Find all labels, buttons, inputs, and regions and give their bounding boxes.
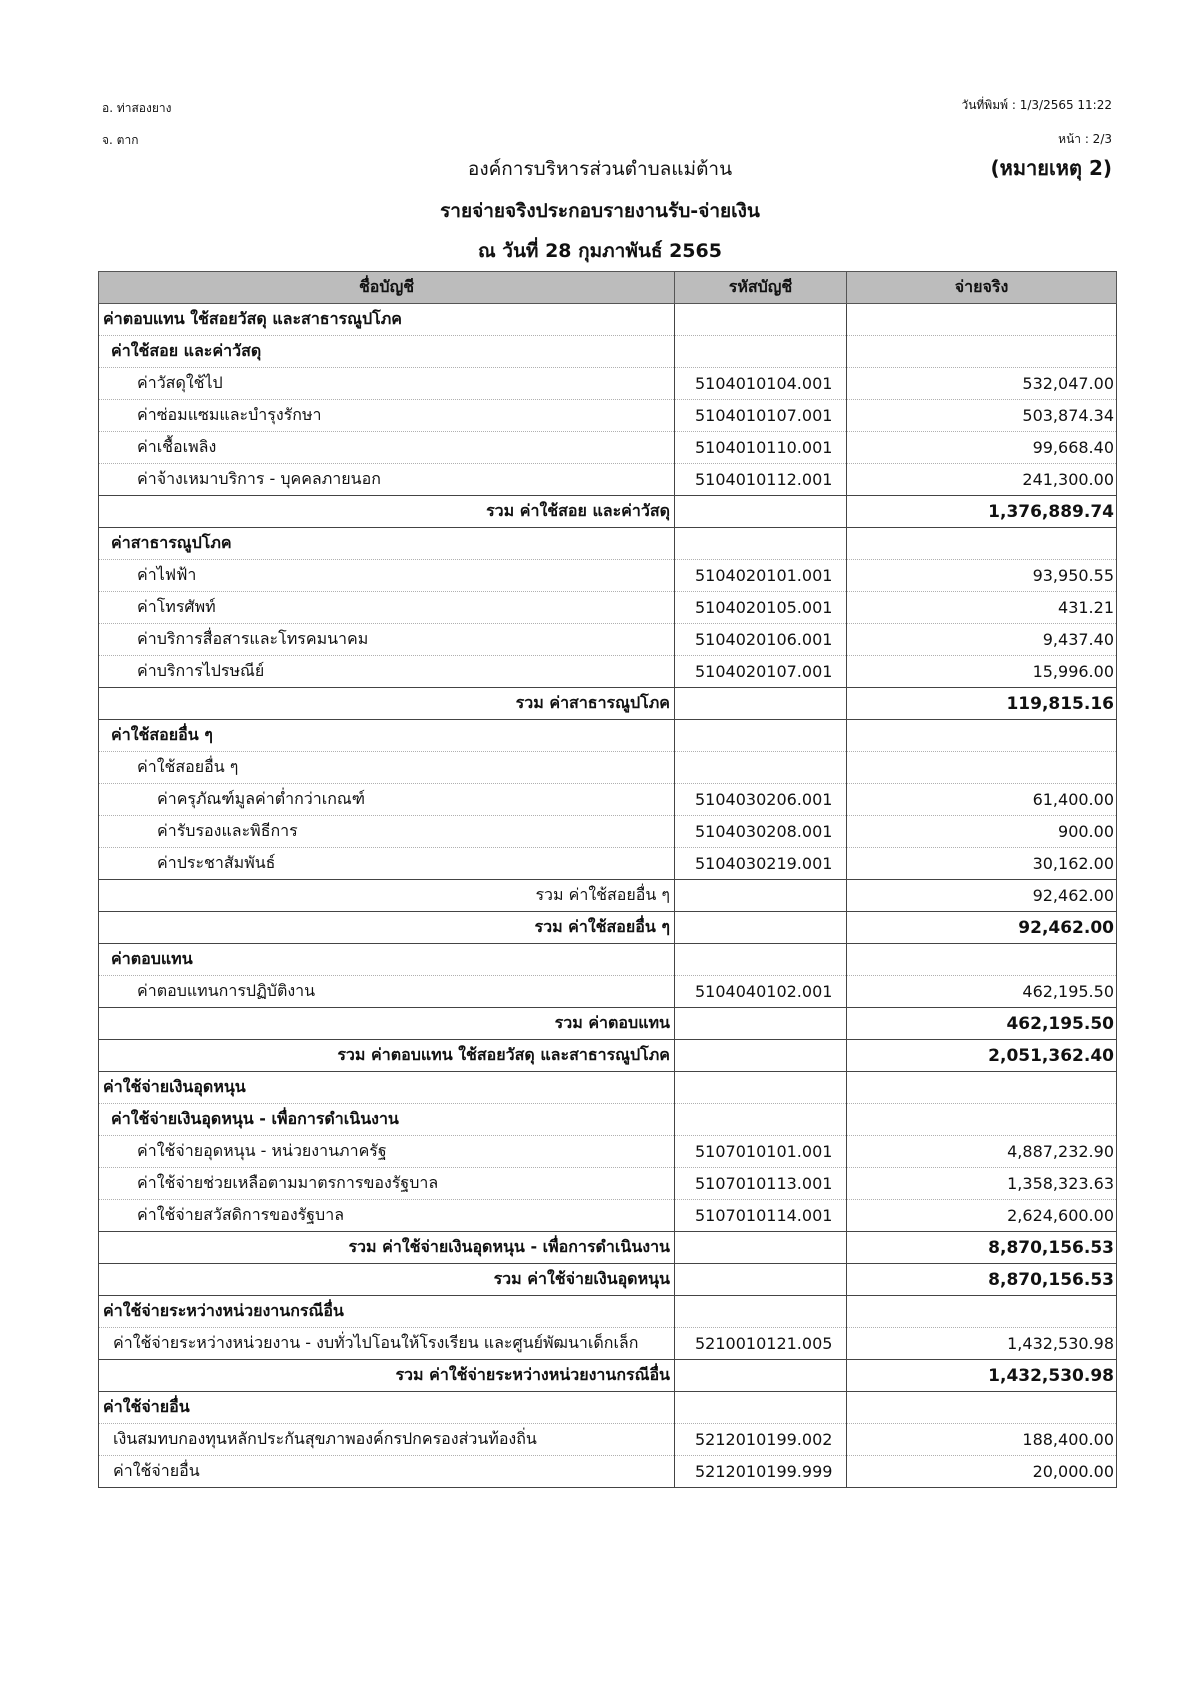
account-code-cell: 5104010107.001 xyxy=(675,400,847,432)
account-code-cell xyxy=(675,688,847,720)
actual-paid-cell: 2,051,362.40 xyxy=(847,1040,1117,1072)
account-code-cell: 5104020106.001 xyxy=(675,624,847,656)
account-name-cell: ค่าใช้จ่ายช่วยเหลือตามมาตรการของรัฐบาล xyxy=(99,1168,675,1200)
actual-paid-cell xyxy=(847,752,1117,784)
account-code-cell: 5104010112.001 xyxy=(675,464,847,496)
page-number: หน้า : 2/3 xyxy=(1058,132,1112,146)
account-name-cell: รวม ค่าใช้สอยอื่น ๆ xyxy=(99,912,675,944)
actual-paid-cell xyxy=(847,1296,1117,1328)
account-code-cell xyxy=(675,1360,847,1392)
actual-paid-cell xyxy=(847,720,1117,752)
actual-paid-cell: 241,300.00 xyxy=(847,464,1117,496)
table-row xyxy=(99,1328,1117,1360)
actual-paid-cell: 4,887,232.90 xyxy=(847,1136,1117,1168)
account-name-cell: ค่าใช้สอยอื่น ๆ xyxy=(99,752,675,784)
table-row xyxy=(99,1168,1117,1200)
actual-paid-cell: 9,437.40 xyxy=(847,624,1117,656)
account-code-cell: 5104040102.001 xyxy=(675,976,847,1008)
account-code-cell xyxy=(675,304,847,336)
account-code-cell: 5212010199.999 xyxy=(675,1456,847,1488)
table-row xyxy=(99,1392,1117,1424)
account-code-cell: 5107010113.001 xyxy=(675,1168,847,1200)
account-name-cell: รวม ค่าใช้สอยอื่น ๆ xyxy=(99,880,675,912)
account-code-cell: 5104010104.001 xyxy=(675,368,847,400)
account-name-cell: ค่าเชื้อเพลิง xyxy=(99,432,675,464)
account-code-cell: 5104010110.001 xyxy=(675,432,847,464)
header-right xyxy=(961,88,1112,156)
actual-paid-cell: 92,462.00 xyxy=(847,912,1117,944)
actual-paid-cell: 1,432,530.98 xyxy=(847,1360,1117,1392)
actual-paid-cell xyxy=(847,336,1117,368)
account-name-cell: ค่าสาธารณูปโภค xyxy=(99,528,675,560)
actual-paid-cell: 1,358,323.63 xyxy=(847,1168,1117,1200)
account-name-cell: ค่าตอบแทน ใช้สอยวัสดุ และสาธารณูปโภค xyxy=(99,304,675,336)
account-name-cell: รวม ค่าใช้จ่ายเงินอุดหนุน - เพื่อการดำเนินงาน xyxy=(99,1232,675,1264)
actual-paid-cell: 2,624,600.00 xyxy=(847,1200,1117,1232)
actual-paid-cell xyxy=(847,528,1117,560)
organization-name: องค์การบริหารส่วนตำบลแม่ต้าน xyxy=(467,158,733,180)
account-code-cell xyxy=(675,496,847,528)
account-code-cell xyxy=(675,1072,847,1104)
actual-paid-cell xyxy=(847,304,1117,336)
table-header-row xyxy=(99,272,1117,304)
account-code-cell: 5107010114.001 xyxy=(675,1200,847,1232)
actual-paid-cell: 119,815.16 xyxy=(847,688,1117,720)
account-name-cell: ค่าใช้จ่ายระหว่างหน่วยงานกรณีอื่น xyxy=(99,1296,675,1328)
actual-paid-cell: 503,874.34 xyxy=(847,400,1117,432)
column-header-actual-paid: จ่ายจริง xyxy=(847,272,1117,304)
account-name-cell: ค่าโทรศัพท์ xyxy=(99,592,675,624)
column-header-account-name: ชื่อบัญชี xyxy=(99,272,675,304)
total-row xyxy=(99,688,1117,720)
account-code-cell xyxy=(675,912,847,944)
account-name-cell: รวม ค่าใช้จ่ายเงินอุดหนุน xyxy=(99,1264,675,1296)
account-code-cell xyxy=(675,1008,847,1040)
account-name-cell: ค่าใช้สอย และค่าวัสดุ xyxy=(99,336,675,368)
account-code-cell: 5104030208.001 xyxy=(675,816,847,848)
total-row xyxy=(99,1040,1117,1072)
print-date: วันที่พิมพ์ : 1/3/2565 11:22 xyxy=(961,98,1112,112)
account-code-cell: 5210010121.005 xyxy=(675,1328,847,1360)
account-name-cell: ค่ารับรองและพิธีการ xyxy=(99,816,675,848)
district-label: อ. ท่าสองยาง xyxy=(102,101,172,115)
account-name-cell: ค่าประชาสัมพันธ์ xyxy=(99,848,675,880)
table-row xyxy=(99,400,1117,432)
actual-paid-cell xyxy=(847,1392,1117,1424)
report-date: ณ วันที่ 28 กุมภาพันธ์ 2565 xyxy=(478,240,722,262)
actual-paid-cell: 99,668.40 xyxy=(847,432,1117,464)
account-code-cell: 5104020105.001 xyxy=(675,592,847,624)
account-code-cell xyxy=(675,528,847,560)
actual-paid-cell: 431.21 xyxy=(847,592,1117,624)
actual-paid-cell xyxy=(847,944,1117,976)
actual-paid-cell: 188,400.00 xyxy=(847,1424,1117,1456)
table-row xyxy=(99,1104,1117,1136)
actual-paid-cell xyxy=(847,1104,1117,1136)
account-code-cell xyxy=(675,1296,847,1328)
table-row xyxy=(99,720,1117,752)
account-name-cell: รวม ค่าตอบแทน ใช้สอยวัสดุ และสาธารณูปโภค xyxy=(99,1040,675,1072)
actual-paid-cell: 93,950.55 xyxy=(847,560,1117,592)
account-name-cell: ค่าใช้จ่ายอุดหนุน - หน่วยงานภาครัฐ xyxy=(99,1136,675,1168)
table-row xyxy=(99,560,1117,592)
table-body xyxy=(99,304,1117,1488)
account-code-cell: 5104020101.001 xyxy=(675,560,847,592)
account-code-cell xyxy=(675,1392,847,1424)
header-left xyxy=(102,92,172,156)
actual-paid-cell: 30,162.00 xyxy=(847,848,1117,880)
table-row xyxy=(99,1456,1117,1488)
table-row xyxy=(99,624,1117,656)
table-row xyxy=(99,528,1117,560)
account-code-cell xyxy=(675,1104,847,1136)
account-name-cell: ค่าซ่อมแซมและบำรุงรักษา xyxy=(99,400,675,432)
account-name-cell: ค่าจ้างเหมาบริการ - บุคคลภายนอก xyxy=(99,464,675,496)
table-row xyxy=(99,752,1117,784)
province-label: จ. ตาก xyxy=(102,133,139,147)
table-row xyxy=(99,464,1117,496)
account-name-cell: รวม ค่าตอบแทน xyxy=(99,1008,675,1040)
account-name-cell: ค่าบริการสื่อสารและโทรคมนาคม xyxy=(99,624,675,656)
account-name-cell: ค่าวัสดุใช้ไป xyxy=(99,368,675,400)
account-code-cell: 5104020107.001 xyxy=(675,656,847,688)
account-code-cell xyxy=(675,944,847,976)
account-code-cell: 5104030206.001 xyxy=(675,784,847,816)
table-row xyxy=(99,592,1117,624)
actual-paid-cell: 92,462.00 xyxy=(847,880,1117,912)
actual-paid-cell: 900.00 xyxy=(847,816,1117,848)
account-name-cell: ค่าใช้จ่ายอื่น xyxy=(99,1456,675,1488)
account-name-cell: รวม ค่าใช้จ่ายระหว่างหน่วยงานกรณีอื่น xyxy=(99,1360,675,1392)
actual-paid-cell: 532,047.00 xyxy=(847,368,1117,400)
table-row xyxy=(99,1296,1117,1328)
actual-paid-cell: 1,376,889.74 xyxy=(847,496,1117,528)
actual-paid-cell: 462,195.50 xyxy=(847,1008,1117,1040)
account-name-cell: รวม ค่าสาธารณูปโภค xyxy=(99,688,675,720)
account-code-cell xyxy=(675,752,847,784)
account-code-cell: 5212010199.002 xyxy=(675,1424,847,1456)
account-name-cell: ค่าบริการไปรษณีย์ xyxy=(99,656,675,688)
account-name-cell: รวม ค่าใช้สอย และค่าวัสดุ xyxy=(99,496,675,528)
account-code-cell: 5107010101.001 xyxy=(675,1136,847,1168)
actual-paid-cell: 20,000.00 xyxy=(847,1456,1117,1488)
table-row xyxy=(99,368,1117,400)
total-row xyxy=(99,1232,1117,1264)
account-name-cell: เงินสมทบกองทุนหลักประกันสุขภาพองค์กรปกครองส่วนท้องถิ่น xyxy=(99,1424,675,1456)
account-name-cell: ค่าใช้จ่ายสวัสดิการของรัฐบาล xyxy=(99,1200,675,1232)
actual-paid-cell: 8,870,156.53 xyxy=(847,1232,1117,1264)
account-code-cell xyxy=(675,720,847,752)
total-row xyxy=(99,1360,1117,1392)
table-row xyxy=(99,976,1117,1008)
account-code-cell xyxy=(675,1264,847,1296)
account-name-cell: ค่าใช้จ่ายอื่น xyxy=(99,1392,675,1424)
table-row xyxy=(99,432,1117,464)
table-row xyxy=(99,304,1117,336)
account-code-cell xyxy=(675,336,847,368)
actual-paid-cell: 8,870,156.53 xyxy=(847,1264,1117,1296)
account-name-cell: ค่าใช้จ่ายเงินอุดหนุน xyxy=(99,1072,675,1104)
actual-paid-cell: 462,195.50 xyxy=(847,976,1117,1008)
account-name-cell: ค่าตอบแทน xyxy=(99,944,675,976)
expense-table xyxy=(98,271,1117,1488)
account-name-cell: ค่าใช้สอยอื่น ๆ xyxy=(99,720,675,752)
total-row xyxy=(99,496,1117,528)
account-code-cell xyxy=(675,880,847,912)
total-row xyxy=(99,1008,1117,1040)
table-row xyxy=(99,816,1117,848)
account-code-cell xyxy=(675,1040,847,1072)
account-name-cell: ค่าใช้จ่ายระหว่างหน่วยงาน - งบทั่วไปโอนให้โรงเรียน และศูนย์พัฒนาเด็กเล็ก xyxy=(99,1328,675,1360)
account-code-cell: 5104030219.001 xyxy=(675,848,847,880)
actual-paid-cell: 1,432,530.98 xyxy=(847,1328,1117,1360)
account-code-cell xyxy=(675,1232,847,1264)
account-name-cell: ค่าครุภัณฑ์มูลค่าต่ำกว่าเกณฑ์ xyxy=(99,784,675,816)
table-row xyxy=(99,784,1117,816)
table-row xyxy=(99,848,1117,880)
account-name-cell: ค่าตอบแทนการปฏิบัติงาน xyxy=(99,976,675,1008)
table-row xyxy=(99,1072,1117,1104)
actual-paid-cell: 61,400.00 xyxy=(847,784,1117,816)
total-row xyxy=(99,912,1117,944)
total-row xyxy=(99,880,1117,912)
table-row xyxy=(99,944,1117,976)
table-row xyxy=(99,1424,1117,1456)
report-title: รายจ่ายจริงประกอบรายงานรับ-จ่ายเงิน xyxy=(440,200,760,222)
account-name-cell: ค่าไฟฟ้า xyxy=(99,560,675,592)
table-row xyxy=(99,656,1117,688)
actual-paid-cell xyxy=(847,1072,1117,1104)
column-header-account-code: รหัสบัญชี xyxy=(675,272,847,304)
note-label: (หมายเหตุ 2) xyxy=(990,156,1112,180)
total-row xyxy=(99,1264,1117,1296)
actual-paid-cell: 15,996.00 xyxy=(847,656,1117,688)
table-row xyxy=(99,1136,1117,1168)
table-row xyxy=(99,1200,1117,1232)
account-name-cell: ค่าใช้จ่ายเงินอุดหนุน - เพื่อการดำเนินงาน xyxy=(99,1104,675,1136)
table-row xyxy=(99,336,1117,368)
